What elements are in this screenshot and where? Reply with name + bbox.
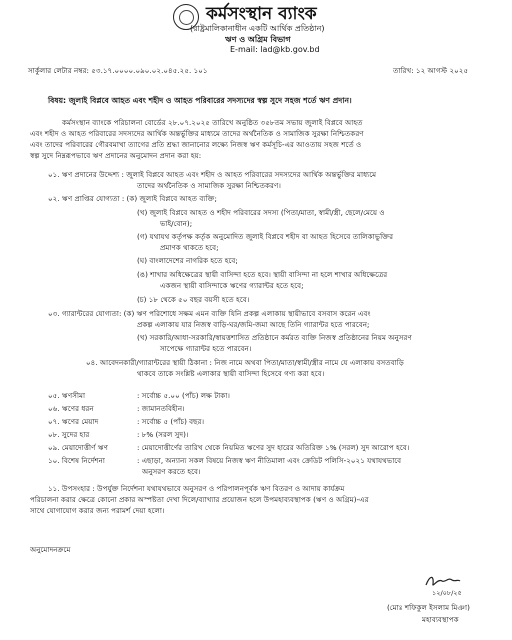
item-11-line: পরিচালনা করার ক্ষেত্রে কোনো প্রকার অস্পষ্টতা দেখা দিলে/ব্যাখ্যার প্রয়োজন হলে উপমহাব্যবস্থাপক (ঋণ ও অগ্রিম)-এর <box>30 495 369 504</box>
term-label: ০৫. ঋণসীমা <box>48 391 86 400</box>
term-value-cont: অনুসরণ করতে হবে। <box>142 467 201 476</box>
item-02-line: ভাই/বোন); <box>160 219 193 228</box>
signatory-name: (মোঃ শফিকুল ইসলাম মিঞা) <box>387 603 470 612</box>
item-02-line: (খ) জুলাই বিপ্লবে আহত ও শহীদ পরিবারের সদস্য (পিতা/মাতা, স্বামী/স্ত্রী, ছেলে/মেয়ে ও <box>137 208 385 217</box>
intro-line: স্বল্প সুদে নিম্নরূপভাবে ঋণ প্রদানের অনুমোদন প্রদান করা হয়: <box>30 151 202 160</box>
item-02-line: (ঙ) শাখার অধিক্ষেত্রের স্থায়ী বাসিন্দা হতে হবে। স্থায়ী বাসিন্দা না হলে শাখার অধিক্ষেত্রের <box>137 270 388 279</box>
item-04-line: থাকবে তাকে সংশ্লিষ্ট এলাকার স্থায়ী বাসিন্দা হিসেবে গণ্য করা হবে। <box>137 369 325 378</box>
term-label: ১০. বিশেষ নির্দেশনা <box>48 456 105 465</box>
term-value: : জামানতবিহীন। <box>137 404 185 413</box>
bank-name: কর্মসংস্থান ব্যাংক <box>206 4 317 24</box>
signatory-title: মহাব্যবস্থাপক <box>422 615 459 624</box>
term-value: : এছাড়া, অন্যান্য সকল বিষয়ে নিজস্ব ঋণ নীতিমালা এবং ক্রেডিট পলিসি-২০২১ যথাযথভাবে <box>137 456 402 465</box>
item-03-line: সাপেক্ষে গ্যারান্টর হতে পারবেন। <box>160 344 252 353</box>
term-value: : ৮% (সরল সুদ)। <box>137 430 189 439</box>
intro-line: কর্মসংস্থান ব্যাংকে পরিচালনা বোর্ডের ২৮.০৭.২০২৫ তারিখে অনুষ্ঠিত ৩৫৮তম সভায় জুলাই বিপ্লবে আহত <box>62 118 363 127</box>
bank-subtitle: (রাষ্ট্রমালিকানাধীন একটি আর্থিক প্রতিষ্ঠান) <box>190 24 325 33</box>
item-02-line: (চ) ১৮ থেকে ৫০ বছর বয়সী হতে হবে। <box>137 295 250 304</box>
term-value: : সর্বোচ্চ ৫.০০ (পাঁচ) লক্ষ টাকা। <box>137 391 230 400</box>
item-11-line: সাথে যোগাযোগ করার জন্য পরামর্শ দেয়া হলো। <box>30 506 165 515</box>
item-01-line: ০১. ঋণ প্রদানের উদ্দেশ্য : জুলাই বিপ্লবে আহত এবং শহীদ ও আহত পরিবারের সদস্যদের আর্থিক অন্তর্ভুক্তির মাধ্যমে <box>48 170 377 179</box>
item-11-line: ১১. উপসংহার : উপর্যুক্ত নির্দেশনা যথাযথভাবে অনুসরণ ও পরিপালনপূর্বক ঋণ বিতরণ ও আদায় কার্যক্রম <box>48 484 345 493</box>
subject-line: বিষয়: জুলাই বিপ্লবে আহত এবং শহীদ ও আহত পরিবারের সদস্যদের স্বল্প সুদে সহজ শর্তে ঋণ প্রদান। <box>48 96 352 105</box>
term-label: ০৮. সুদের হার <box>48 430 90 439</box>
item-02-line: ০২. ঋণ প্রাপ্তির যোগ্যতা : (ক) জুলাই বিপ্লবে আহত ব্যক্তি; <box>48 194 217 203</box>
intro-line: এবং শহীদ ও আহত পরিবারের সদস্যদের আর্থিক অন্তর্ভুক্তির মাধ্যমে তাদের অর্থনৈতিক ও সামাজিক সুরক্ষা নিশ্চিতকরণ <box>30 129 364 138</box>
item-02-line: একজন স্থায়ী বাসিন্দাকে ঋণের গ্যারান্টর হতে হবে; <box>160 281 304 290</box>
item-03-line: (খ) সরকারি/আধা-সরকারি/স্বায়ত্তশাসিত প্রতিষ্ঠানে কর্মরত ব্যক্তি নিজস্ব প্রতিষ্ঠানের নিয়ম অনুসরণ <box>137 333 412 342</box>
signature-date: ১২/০৮/২৫ <box>432 589 462 597</box>
item-04-line: ০৪. আবেদনকারী/গ্যারান্টরের স্থায়ী ঠিকানা : নিজ নামে অথবা পিতা/মাতা/স্বামী/স্ত্রীর নামে যে এলাকায় বসতবাড়ি <box>86 358 404 367</box>
item-02-line: (ঘ) বাংলাদেশের নাগরিক হতে হবে; <box>137 256 238 265</box>
item-03-line: ০৩. গ্যারান্টরের যোগ্যতা: (ক) ঋণ পরিশোধে সক্ষম এমন ব্যক্তি যিনি প্রকল্প এলাকায় স্থায়ীভাবে বসবাস করেন এবং <box>48 309 371 318</box>
circular-number: সার্কুলার লেটার নম্বর: ৫৩.১৭.০০০০.০৯০.০২.০৪৫.২৫. ১০১ <box>28 66 208 75</box>
item-02-line: প্রমাণক থাকতে হবে; <box>160 243 219 252</box>
email-address: E-mail: lad@kb.gov.bd <box>230 45 320 54</box>
term-label: ০৭. ঋণের মেয়াদ <box>48 417 99 426</box>
item-02-line: (গ) যথাযথ কর্তৃপক্ষ কর্তৃক অনুমোদিত জুলাই বিপ্লবে শহীদ বা আহত হিসেবে তালিকাভুক্তির <box>137 232 394 241</box>
term-label: ০৯. মেয়াদোত্তীর্ণ ঋণ <box>48 443 108 452</box>
term-value: : মেয়াদোত্তীর্ণের তারিখ থেকে নিয়মিত ঋণের সুদ হারের অতিরিক্ত ১% (সরল) সুদ আরোপ হবে। <box>137 443 410 452</box>
item-01-line: তাদের অর্থনৈতিক ও সামাজিক সুরক্ষা নিশ্চিতকরণ। <box>137 181 281 190</box>
circular-date: তারিখ: ১২ আগস্ট ২০২৫ <box>393 66 469 75</box>
closing-phrase: অনুমোদনক্রমে <box>30 545 71 554</box>
term-value: : সর্বোচ্চ ৫ (পাঁচ) বছর। <box>137 417 205 426</box>
division-name: ঋণ ও অগ্রিম বিভাগ <box>225 35 291 44</box>
term-label: ০৬. ঋণের ধরন <box>48 404 94 413</box>
intro-line: এবং তাদের পরিবারের গৌরবমাখা ত্যাগের প্রতি শ্রদ্ধা জানানোর লক্ষ্যে নিজস্ব ঋণ কর্মসূচি-এর আওতায় সহজ শর্তে ও <box>30 140 362 149</box>
item-03-line: প্রকল্প এলাকায় যার নিজস্ব বাড়ি-ঘর/জমি-জমা আছে তিনি গ্যারান্টর হতে পারবেন; <box>137 320 370 329</box>
